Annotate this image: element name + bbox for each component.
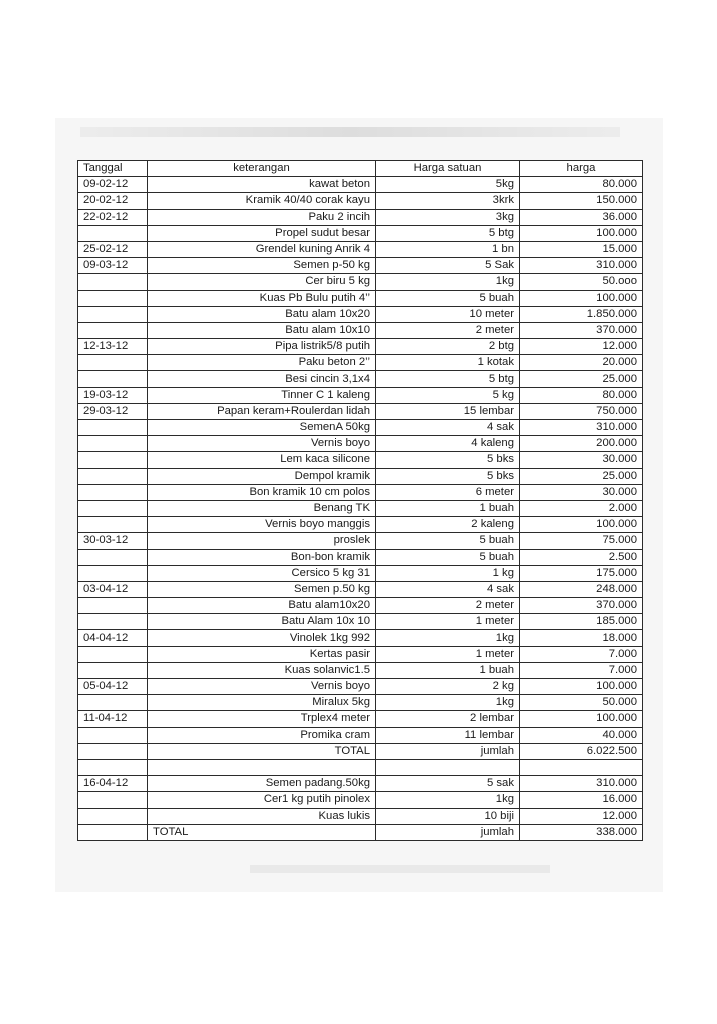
row-unit: 5 sak: [376, 776, 520, 792]
row-unit: 11 lembar: [376, 727, 520, 743]
table-row: [78, 549, 643, 565]
row-date: [78, 355, 148, 371]
row-description: Semen padang.50kg: [148, 776, 376, 792]
row-date: [78, 290, 148, 306]
table-total-first: [78, 743, 643, 775]
row-date: [78, 274, 148, 290]
table-row: [78, 776, 643, 792]
table-row: [78, 306, 643, 322]
table-row: [78, 290, 643, 306]
row-unit: 3krk: [376, 193, 520, 209]
row-description: Bon-bon kramik: [148, 549, 376, 565]
row-date: [78, 468, 148, 484]
table-row: [78, 339, 643, 355]
row-description: Kuas lukis: [148, 808, 376, 824]
table-row: [78, 355, 643, 371]
table-row: [78, 727, 643, 743]
row-price: 100.000: [520, 290, 643, 306]
row-unit: 1 bn: [376, 241, 520, 257]
row-description: Kuas solanvic1.5: [148, 662, 376, 678]
row-description: Cersico 5 kg 31: [148, 565, 376, 581]
row-date: [78, 225, 148, 241]
row-date: [78, 598, 148, 614]
row-unit: 1 kotak: [376, 355, 520, 371]
header-keterangan: keterangan: [148, 161, 376, 177]
row-price: 30.000: [520, 484, 643, 500]
table-row: [78, 322, 643, 338]
table-row: [78, 403, 643, 419]
row-price: 100.000: [520, 679, 643, 695]
row-unit: 15 lembar: [376, 403, 520, 419]
row-date: 20-02-12: [78, 193, 148, 209]
row-price: 7.000: [520, 662, 643, 678]
row-price: 80.000: [520, 387, 643, 403]
header-harga-satuan: Harga satuan: [376, 161, 520, 177]
row-description: Cer biru 5 kg: [148, 274, 376, 290]
row-description: Kuas Pb Bulu putih 4’’: [148, 290, 376, 306]
row-date: [78, 436, 148, 452]
row-price: 20.000: [520, 355, 643, 371]
row-description: Pipa listrik5/8 putih: [148, 339, 376, 355]
table-row: [78, 565, 643, 581]
row-date: 03-04-12: [78, 581, 148, 597]
row-date: [78, 662, 148, 678]
row-date: 04-04-12: [78, 630, 148, 646]
row-unit: 4 kaleng: [376, 436, 520, 452]
table-row: [78, 258, 643, 274]
row-price: 25.000: [520, 468, 643, 484]
table-row: [78, 436, 643, 452]
table-row: [78, 177, 643, 193]
table-row: [78, 500, 643, 516]
table-total-second: [78, 824, 643, 840]
total-price: 6.022.500: [520, 743, 643, 759]
row-unit: 5 buah: [376, 533, 520, 549]
table-row: [78, 420, 643, 436]
row-description: Vinolek 1kg 992: [148, 630, 376, 646]
table-row: [78, 225, 643, 241]
row-unit: 5 bks: [376, 452, 520, 468]
row-price: 36.000: [520, 209, 643, 225]
row-description: Batu alam 10x10: [148, 322, 376, 338]
row-description: Miralux 5kg: [148, 695, 376, 711]
row-description: Besi cincin 3,1x4: [148, 371, 376, 387]
total-empty-cell: [78, 824, 148, 840]
row-date: 25-02-12: [78, 241, 148, 257]
row-unit: 2 meter: [376, 322, 520, 338]
row-unit: 5 kg: [376, 387, 520, 403]
row-price: 50.ooo: [520, 274, 643, 290]
row-price: 40.000: [520, 727, 643, 743]
row-unit: 2 lembar: [376, 711, 520, 727]
row-unit: 1kg: [376, 695, 520, 711]
row-unit: 1 buah: [376, 662, 520, 678]
row-description: Vernis boyo manggis: [148, 517, 376, 533]
row-price: 370.000: [520, 322, 643, 338]
row-price: 12.000: [520, 339, 643, 355]
scan-artifact-top: [80, 127, 620, 137]
row-description: Cer1 kg putih pinolex: [148, 792, 376, 808]
row-unit: 5 bks: [376, 468, 520, 484]
row-unit: 6 meter: [376, 484, 520, 500]
table-row: [78, 484, 643, 500]
row-price: 150.000: [520, 193, 643, 209]
row-price: 185.000: [520, 614, 643, 630]
row-price: 200.000: [520, 436, 643, 452]
table-row: [78, 193, 643, 209]
total-unit: jumlah: [376, 824, 520, 840]
row-date: [78, 484, 148, 500]
row-unit: 2 kaleng: [376, 517, 520, 533]
expense-table: [77, 160, 643, 841]
row-description: Papan keram+Roulerdan lidah: [148, 403, 376, 419]
row-date: 05-04-12: [78, 679, 148, 695]
row-unit: 5kg: [376, 177, 520, 193]
row-description: kawat beton: [148, 177, 376, 193]
row-description: Batu alam 10x20: [148, 306, 376, 322]
row-description: Promika cram: [148, 727, 376, 743]
total-unit: jumlah: [376, 743, 520, 759]
row-price: 30.000: [520, 452, 643, 468]
total-empty-cell: [78, 743, 148, 759]
row-description: Paku beton 2’’: [148, 355, 376, 371]
row-unit: 10 biji: [376, 808, 520, 824]
row-unit: 1kg: [376, 274, 520, 290]
table-row: [78, 533, 643, 549]
row-description: Semen p.50 kg: [148, 581, 376, 597]
total-row: [78, 743, 643, 759]
row-date: [78, 371, 148, 387]
table-row: [78, 630, 643, 646]
table-row: [78, 614, 643, 630]
total-label: TOTAL: [148, 824, 376, 840]
row-price: 100.000: [520, 517, 643, 533]
row-date: 16-04-12: [78, 776, 148, 792]
row-price: 15.000: [520, 241, 643, 257]
table-row: [78, 598, 643, 614]
table-row: [78, 581, 643, 597]
row-date: [78, 452, 148, 468]
row-unit: 4 sak: [376, 420, 520, 436]
row-date: [78, 500, 148, 516]
row-price: 248.000: [520, 581, 643, 597]
row-description: Kertas pasir: [148, 646, 376, 662]
row-date: [78, 517, 148, 533]
row-date: [78, 565, 148, 581]
row-date: 09-03-12: [78, 258, 148, 274]
row-unit: 1 meter: [376, 614, 520, 630]
row-price: 7.000: [520, 646, 643, 662]
table-body-second: [78, 776, 643, 825]
row-price: 80.000: [520, 177, 643, 193]
row-date: 12-13-12: [78, 339, 148, 355]
row-price: 2.500: [520, 549, 643, 565]
table-row: [78, 808, 643, 824]
row-date: [78, 306, 148, 322]
row-unit: 2 meter: [376, 598, 520, 614]
table-row: [78, 646, 643, 662]
table-row: [78, 209, 643, 225]
row-date: [78, 792, 148, 808]
table-header-row: [78, 161, 643, 177]
row-description: Propel sudut besar: [148, 225, 376, 241]
row-description: Grendel kuning Anrik 4: [148, 241, 376, 257]
row-date: [78, 808, 148, 824]
row-date: 29-03-12: [78, 403, 148, 419]
table-row: [78, 695, 643, 711]
row-price: 310.000: [520, 420, 643, 436]
row-description: Lem kaca silicone: [148, 452, 376, 468]
row-description: Batu alam10x20: [148, 598, 376, 614]
row-description: Vernis boyo: [148, 679, 376, 695]
row-unit: 1 kg: [376, 565, 520, 581]
row-unit: 1 buah: [376, 500, 520, 516]
scan-artifact-bottom: [250, 865, 550, 873]
row-date: 30-03-12: [78, 533, 148, 549]
row-unit: 5 btg: [376, 371, 520, 387]
row-description: Semen p-50 kg: [148, 258, 376, 274]
row-unit: 2 btg: [376, 339, 520, 355]
row-unit: 3kg: [376, 209, 520, 225]
row-unit: 10 meter: [376, 306, 520, 322]
row-date: [78, 614, 148, 630]
row-date: 22-02-12: [78, 209, 148, 225]
row-description: Dempol kramik: [148, 468, 376, 484]
row-price: 175.000: [520, 565, 643, 581]
table-row: [78, 792, 643, 808]
table-row: [78, 679, 643, 695]
row-price: 1.850.000: [520, 306, 643, 322]
table-row: [78, 468, 643, 484]
total-label: TOTAL: [148, 743, 376, 759]
total-price: 338.000: [520, 824, 643, 840]
row-description: Benang TK: [148, 500, 376, 516]
table-row: [78, 371, 643, 387]
row-date: [78, 646, 148, 662]
row-unit: 1 meter: [376, 646, 520, 662]
row-description: Tinner C 1 kaleng: [148, 387, 376, 403]
table-row: [78, 711, 643, 727]
row-unit: 5 btg: [376, 225, 520, 241]
table-row: [78, 274, 643, 290]
table-body-first: [78, 177, 643, 744]
row-date: 09-02-12: [78, 177, 148, 193]
row-description: Trplex4 meter: [148, 711, 376, 727]
row-description: Batu Alam 10x 10: [148, 614, 376, 630]
row-date: [78, 420, 148, 436]
row-price: 75.000: [520, 533, 643, 549]
row-price: 370.000: [520, 598, 643, 614]
row-date: [78, 549, 148, 565]
row-price: 310.000: [520, 258, 643, 274]
row-price: 100.000: [520, 711, 643, 727]
spacer-row: [78, 759, 643, 775]
header-harga: harga: [520, 161, 643, 177]
row-date: 11-04-12: [78, 711, 148, 727]
row-unit: 5 buah: [376, 549, 520, 565]
row-unit: 2 kg: [376, 679, 520, 695]
row-description: Bon kramik 10 cm polos: [148, 484, 376, 500]
header-tanggal: Tanggal: [78, 161, 148, 177]
row-date: [78, 727, 148, 743]
row-price: 50.000: [520, 695, 643, 711]
row-description: SemenA 50kg: [148, 420, 376, 436]
table-row: [78, 517, 643, 533]
row-price: 750.000: [520, 403, 643, 419]
row-price: 2.000: [520, 500, 643, 516]
row-price: 16.000: [520, 792, 643, 808]
row-unit: 5 buah: [376, 290, 520, 306]
row-description: Kramik 40/40 corak kayu: [148, 193, 376, 209]
row-date: 19-03-12: [78, 387, 148, 403]
row-date: [78, 695, 148, 711]
row-price: 12.000: [520, 808, 643, 824]
row-price: 310.000: [520, 776, 643, 792]
table-row: [78, 452, 643, 468]
row-unit: 5 Sak: [376, 258, 520, 274]
row-description: proslek: [148, 533, 376, 549]
row-unit: 1kg: [376, 792, 520, 808]
row-unit: 4 sak: [376, 581, 520, 597]
row-date: [78, 322, 148, 338]
table-row: [78, 241, 643, 257]
row-price: 25.000: [520, 371, 643, 387]
row-price: 100.000: [520, 225, 643, 241]
total-row: [78, 824, 643, 840]
row-price: 18.000: [520, 630, 643, 646]
row-description: Vernis boyo: [148, 436, 376, 452]
row-description: Paku 2 incih: [148, 209, 376, 225]
table-row: [78, 387, 643, 403]
row-unit: 1kg: [376, 630, 520, 646]
table-row: [78, 662, 643, 678]
